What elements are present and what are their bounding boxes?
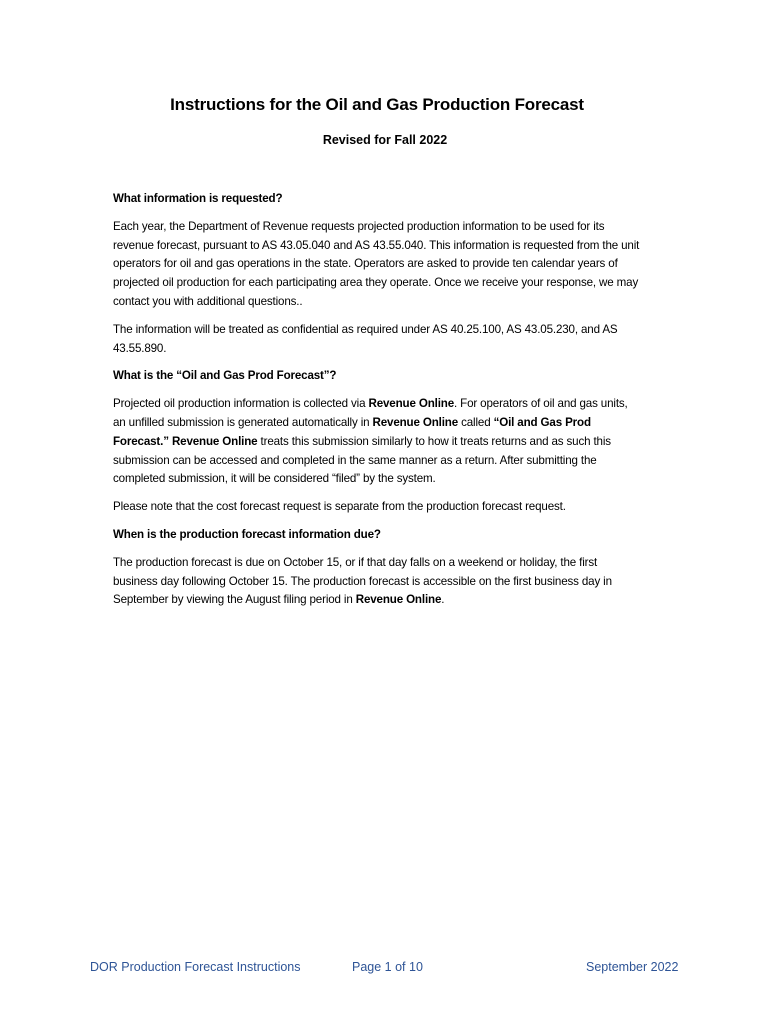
paragraph-forecast-collection	[113, 395, 643, 489]
section-heading-requested-info: What information is requested?	[113, 192, 283, 205]
revenue-online-term: Revenue Online	[171, 434, 258, 448]
revenue-online-term: Revenue Online	[355, 593, 442, 607]
section-heading-due-date: When is the production forecast information due?	[113, 527, 381, 541]
paragraph-confidentiality: The information will be treated as confidential as required under AS 40.25.100, AS 43.05.230, and AS 43.55.890.	[113, 322, 618, 355]
footer-date: September 2022	[586, 960, 679, 974]
footer-document-name: DOR Production Forecast Instructions	[90, 960, 301, 974]
text-run: Projected oil production information is collected via	[113, 397, 369, 411]
revenue-online-term: Revenue Online	[372, 415, 459, 429]
document-title: Instructions for the Oil and Gas Production Forecast	[170, 95, 584, 114]
section-heading-what-is-forecast: What is the “Oil and Gas Prod Forecast”?	[113, 369, 337, 383]
footer-page-number: Page 1 of 10	[352, 960, 423, 974]
text-run: . For operators of oil and gas units, an unfilled submission is generated automatically in	[113, 397, 628, 429]
page-footer	[0, 960, 770, 980]
document-body	[113, 190, 643, 619]
revenue-online-term: Revenue Online	[368, 397, 455, 411]
paragraph-requested-info: Each year, the Department of Revenue requests projected production information to be used for its revenue forecast, pursuant to AS 43.05.040 and AS 43.55.040. This information is requested from the unit operators for oil and gas operations in the state. Operators are asked to provide ten calendar years of projected oil production for each participating area they operate. Once we receive your response, we may contact you with additional questions..	[113, 219, 640, 308]
submission-name: “Oil and Gas Prod Forecast.”	[113, 415, 591, 448]
paragraph-cost-forecast-note: Please note that the cost forecast request is separate from the production forecast request.	[113, 500, 566, 514]
text-run: The production forecast is due on October 15, or if that day falls on a weekend or holiday, the first business day following October 15. The production forecast is accessible on the first business day in September by viewing the August filing period in	[113, 555, 612, 607]
text-run: called	[458, 415, 494, 429]
paragraph-due-date	[113, 554, 643, 610]
text-run: .	[441, 593, 445, 607]
document-subtitle: Revised for Fall 2022	[322, 133, 448, 147]
text-run: treats this submission similarly to how it treats returns and as such this submission can be accessed and completed in the same manner as a return. After submitting the completed submission, it will be considered “filed” by the system.	[113, 434, 611, 486]
